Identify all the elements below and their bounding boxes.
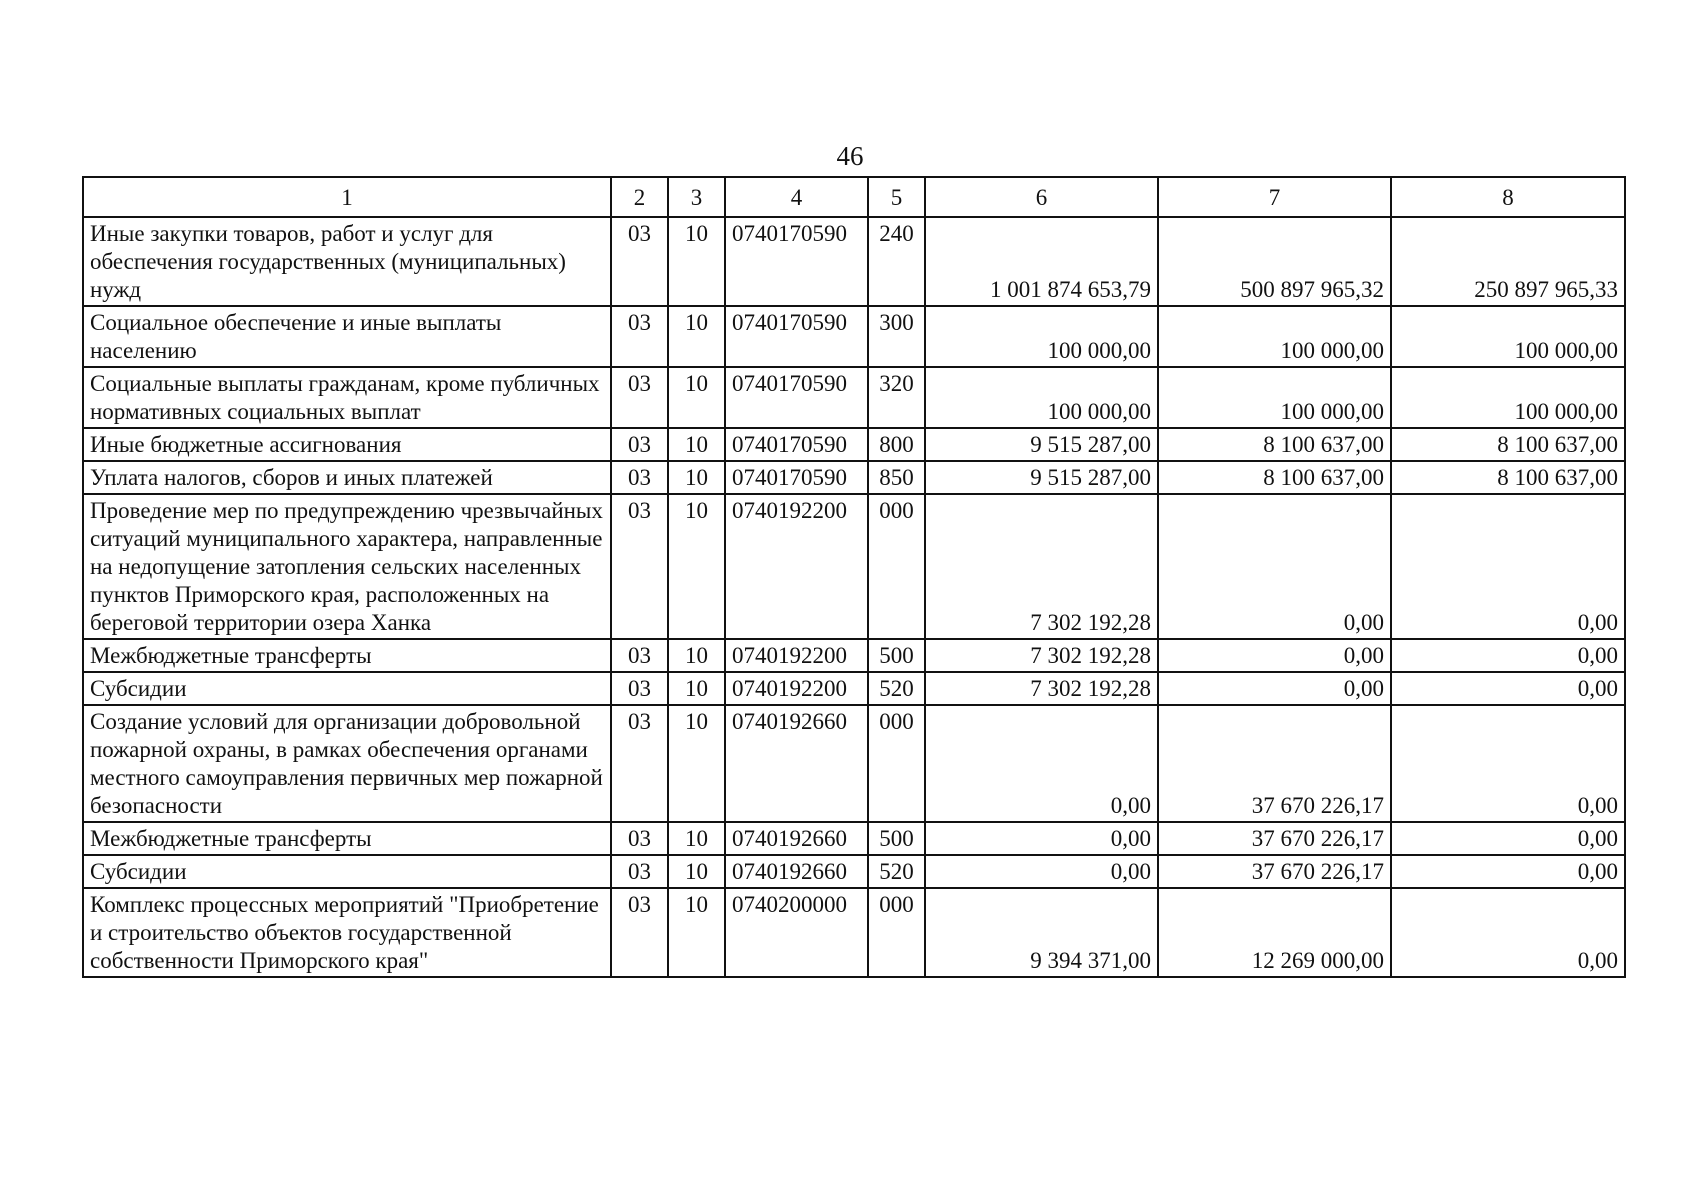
table-row [83, 367, 1625, 428]
cell-amount-col7: 37 670 226,17 [1158, 855, 1391, 888]
column-header: 6 [925, 177, 1158, 217]
table-header-row [83, 177, 1625, 217]
cell-expense-type: 500 [868, 822, 925, 855]
cell-subsection: 10 [668, 855, 725, 888]
cell-amount-col8: 8 100 637,00 [1391, 461, 1625, 494]
cell-subsection: 10 [668, 672, 725, 705]
cell-amount-col7: 37 670 226,17 [1158, 705, 1391, 822]
cell-section: 03 [611, 461, 668, 494]
row-name: Иные закупки товаров, работ и услуг для обеспечения государственных (муниципальных) нужд [83, 217, 611, 306]
cell-expense-type: 000 [868, 705, 925, 822]
cell-expense-type: 240 [868, 217, 925, 306]
row-name: Субсидии [83, 855, 611, 888]
table-row [83, 639, 1625, 672]
cell-subsection: 10 [668, 428, 725, 461]
cell-expense-type: 520 [868, 855, 925, 888]
column-header: 3 [668, 177, 725, 217]
cell-amount-col7: 500 897 965,32 [1158, 217, 1391, 306]
cell-subsection: 10 [668, 639, 725, 672]
table-row [83, 217, 1625, 306]
column-header: 1 [83, 177, 611, 217]
cell-amount-col6: 7 302 192,28 [925, 494, 1158, 639]
row-name: Социальное обеспечение и иные выплаты населению [83, 306, 611, 367]
cell-target-article: 0740192200 [725, 494, 868, 639]
row-name: Комплекс процессных мероприятий "Приобретение и строительство объектов государственной собственности Приморского края" [83, 888, 611, 977]
cell-section: 03 [611, 494, 668, 639]
column-header: 8 [1391, 177, 1625, 217]
cell-amount-col7: 12 269 000,00 [1158, 888, 1391, 977]
table-row [83, 672, 1625, 705]
cell-subsection: 10 [668, 367, 725, 428]
cell-subsection: 10 [668, 494, 725, 639]
cell-subsection: 10 [668, 306, 725, 367]
cell-amount-col8: 0,00 [1391, 855, 1625, 888]
cell-amount-col8: 0,00 [1391, 822, 1625, 855]
cell-subsection: 10 [668, 461, 725, 494]
cell-expense-type: 800 [868, 428, 925, 461]
cell-expense-type: 850 [868, 461, 925, 494]
column-header: 2 [611, 177, 668, 217]
cell-amount-col7: 0,00 [1158, 639, 1391, 672]
cell-target-article: 0740192660 [725, 705, 868, 822]
cell-subsection: 10 [668, 888, 725, 977]
cell-amount-col6: 0,00 [925, 855, 1158, 888]
cell-expense-type: 320 [868, 367, 925, 428]
cell-section: 03 [611, 855, 668, 888]
cell-amount-col6: 9 515 287,00 [925, 428, 1158, 461]
cell-amount-col7: 0,00 [1158, 672, 1391, 705]
column-header: 5 [868, 177, 925, 217]
cell-target-article: 0740170590 [725, 306, 868, 367]
cell-amount-col8: 8 100 637,00 [1391, 428, 1625, 461]
cell-target-article: 0740192660 [725, 855, 868, 888]
cell-target-article: 0740170590 [725, 461, 868, 494]
cell-target-article: 0740170590 [725, 217, 868, 306]
cell-subsection: 10 [668, 217, 725, 306]
table-row [83, 855, 1625, 888]
cell-target-article: 0740192660 [725, 822, 868, 855]
cell-amount-col6: 100 000,00 [925, 367, 1158, 428]
cell-section: 03 [611, 888, 668, 977]
cell-target-article: 0740192200 [725, 639, 868, 672]
cell-target-article: 0740192200 [725, 672, 868, 705]
cell-expense-type: 500 [868, 639, 925, 672]
cell-amount-col6: 0,00 [925, 705, 1158, 822]
cell-amount-col6: 100 000,00 [925, 306, 1158, 367]
cell-expense-type: 000 [868, 888, 925, 977]
cell-amount-col7: 8 100 637,00 [1158, 428, 1391, 461]
cell-section: 03 [611, 672, 668, 705]
row-name: Субсидии [83, 672, 611, 705]
table-row [83, 888, 1625, 977]
cell-amount-col8: 100 000,00 [1391, 367, 1625, 428]
cell-section: 03 [611, 367, 668, 428]
page-number: 46 [836, 141, 864, 171]
cell-amount-col8: 0,00 [1391, 888, 1625, 977]
cell-section: 03 [611, 306, 668, 367]
cell-subsection: 10 [668, 705, 725, 822]
cell-amount-col7: 8 100 637,00 [1158, 461, 1391, 494]
cell-expense-type: 000 [868, 494, 925, 639]
cell-section: 03 [611, 705, 668, 822]
cell-amount-col6: 9 515 287,00 [925, 461, 1158, 494]
cell-amount-col7: 100 000,00 [1158, 367, 1391, 428]
cell-target-article: 0740170590 [725, 428, 868, 461]
cell-expense-type: 520 [868, 672, 925, 705]
table-row [83, 705, 1625, 822]
cell-amount-col8: 0,00 [1391, 639, 1625, 672]
table-row [83, 822, 1625, 855]
row-name: Создание условий для организации добровольной пожарной охраны, в рамках обеспечения органами местного самоуправления первичных мер пожарной безопасности [83, 705, 611, 822]
row-name: Социальные выплаты гражданам, кроме публичных нормативных социальных выплат [83, 367, 611, 428]
row-name: Уплата налогов, сборов и иных платежей [83, 461, 611, 494]
cell-section: 03 [611, 217, 668, 306]
budget-table [82, 176, 1626, 978]
table-row [83, 461, 1625, 494]
table-row [83, 494, 1625, 639]
cell-section: 03 [611, 428, 668, 461]
row-name: Межбюджетные трансферты [83, 639, 611, 672]
cell-amount-col8: 250 897 965,33 [1391, 217, 1625, 306]
cell-amount-col8: 100 000,00 [1391, 306, 1625, 367]
cell-amount-col8: 0,00 [1391, 494, 1625, 639]
cell-section: 03 [611, 822, 668, 855]
column-header: 7 [1158, 177, 1391, 217]
table-body [83, 177, 1625, 977]
cell-amount-col8: 0,00 [1391, 672, 1625, 705]
column-header: 4 [725, 177, 868, 217]
cell-target-article: 0740200000 [725, 888, 868, 977]
cell-amount-col7: 37 670 226,17 [1158, 822, 1391, 855]
table-row [83, 428, 1625, 461]
cell-amount-col6: 7 302 192,28 [925, 639, 1158, 672]
cell-amount-col6: 7 302 192,28 [925, 672, 1158, 705]
cell-amount-col7: 100 000,00 [1158, 306, 1391, 367]
cell-target-article: 0740170590 [725, 367, 868, 428]
cell-amount-col6: 9 394 371,00 [925, 888, 1158, 977]
cell-amount-col6: 1 001 874 653,79 [925, 217, 1158, 306]
cell-amount-col7: 0,00 [1158, 494, 1391, 639]
row-name: Межбюджетные трансферты [83, 822, 611, 855]
table-row [83, 306, 1625, 367]
row-name: Иные бюджетные ассигнования [83, 428, 611, 461]
cell-subsection: 10 [668, 822, 725, 855]
cell-amount-col8: 0,00 [1391, 705, 1625, 822]
cell-amount-col6: 0,00 [925, 822, 1158, 855]
cell-expense-type: 300 [868, 306, 925, 367]
row-name: Проведение мер по предупреждению чрезвычайных ситуаций муниципального характера, направленные на недопущение затопления сельских населенных пунктов Приморского края, расположенных на береговой территории озера Ханка [83, 494, 611, 639]
cell-section: 03 [611, 639, 668, 672]
